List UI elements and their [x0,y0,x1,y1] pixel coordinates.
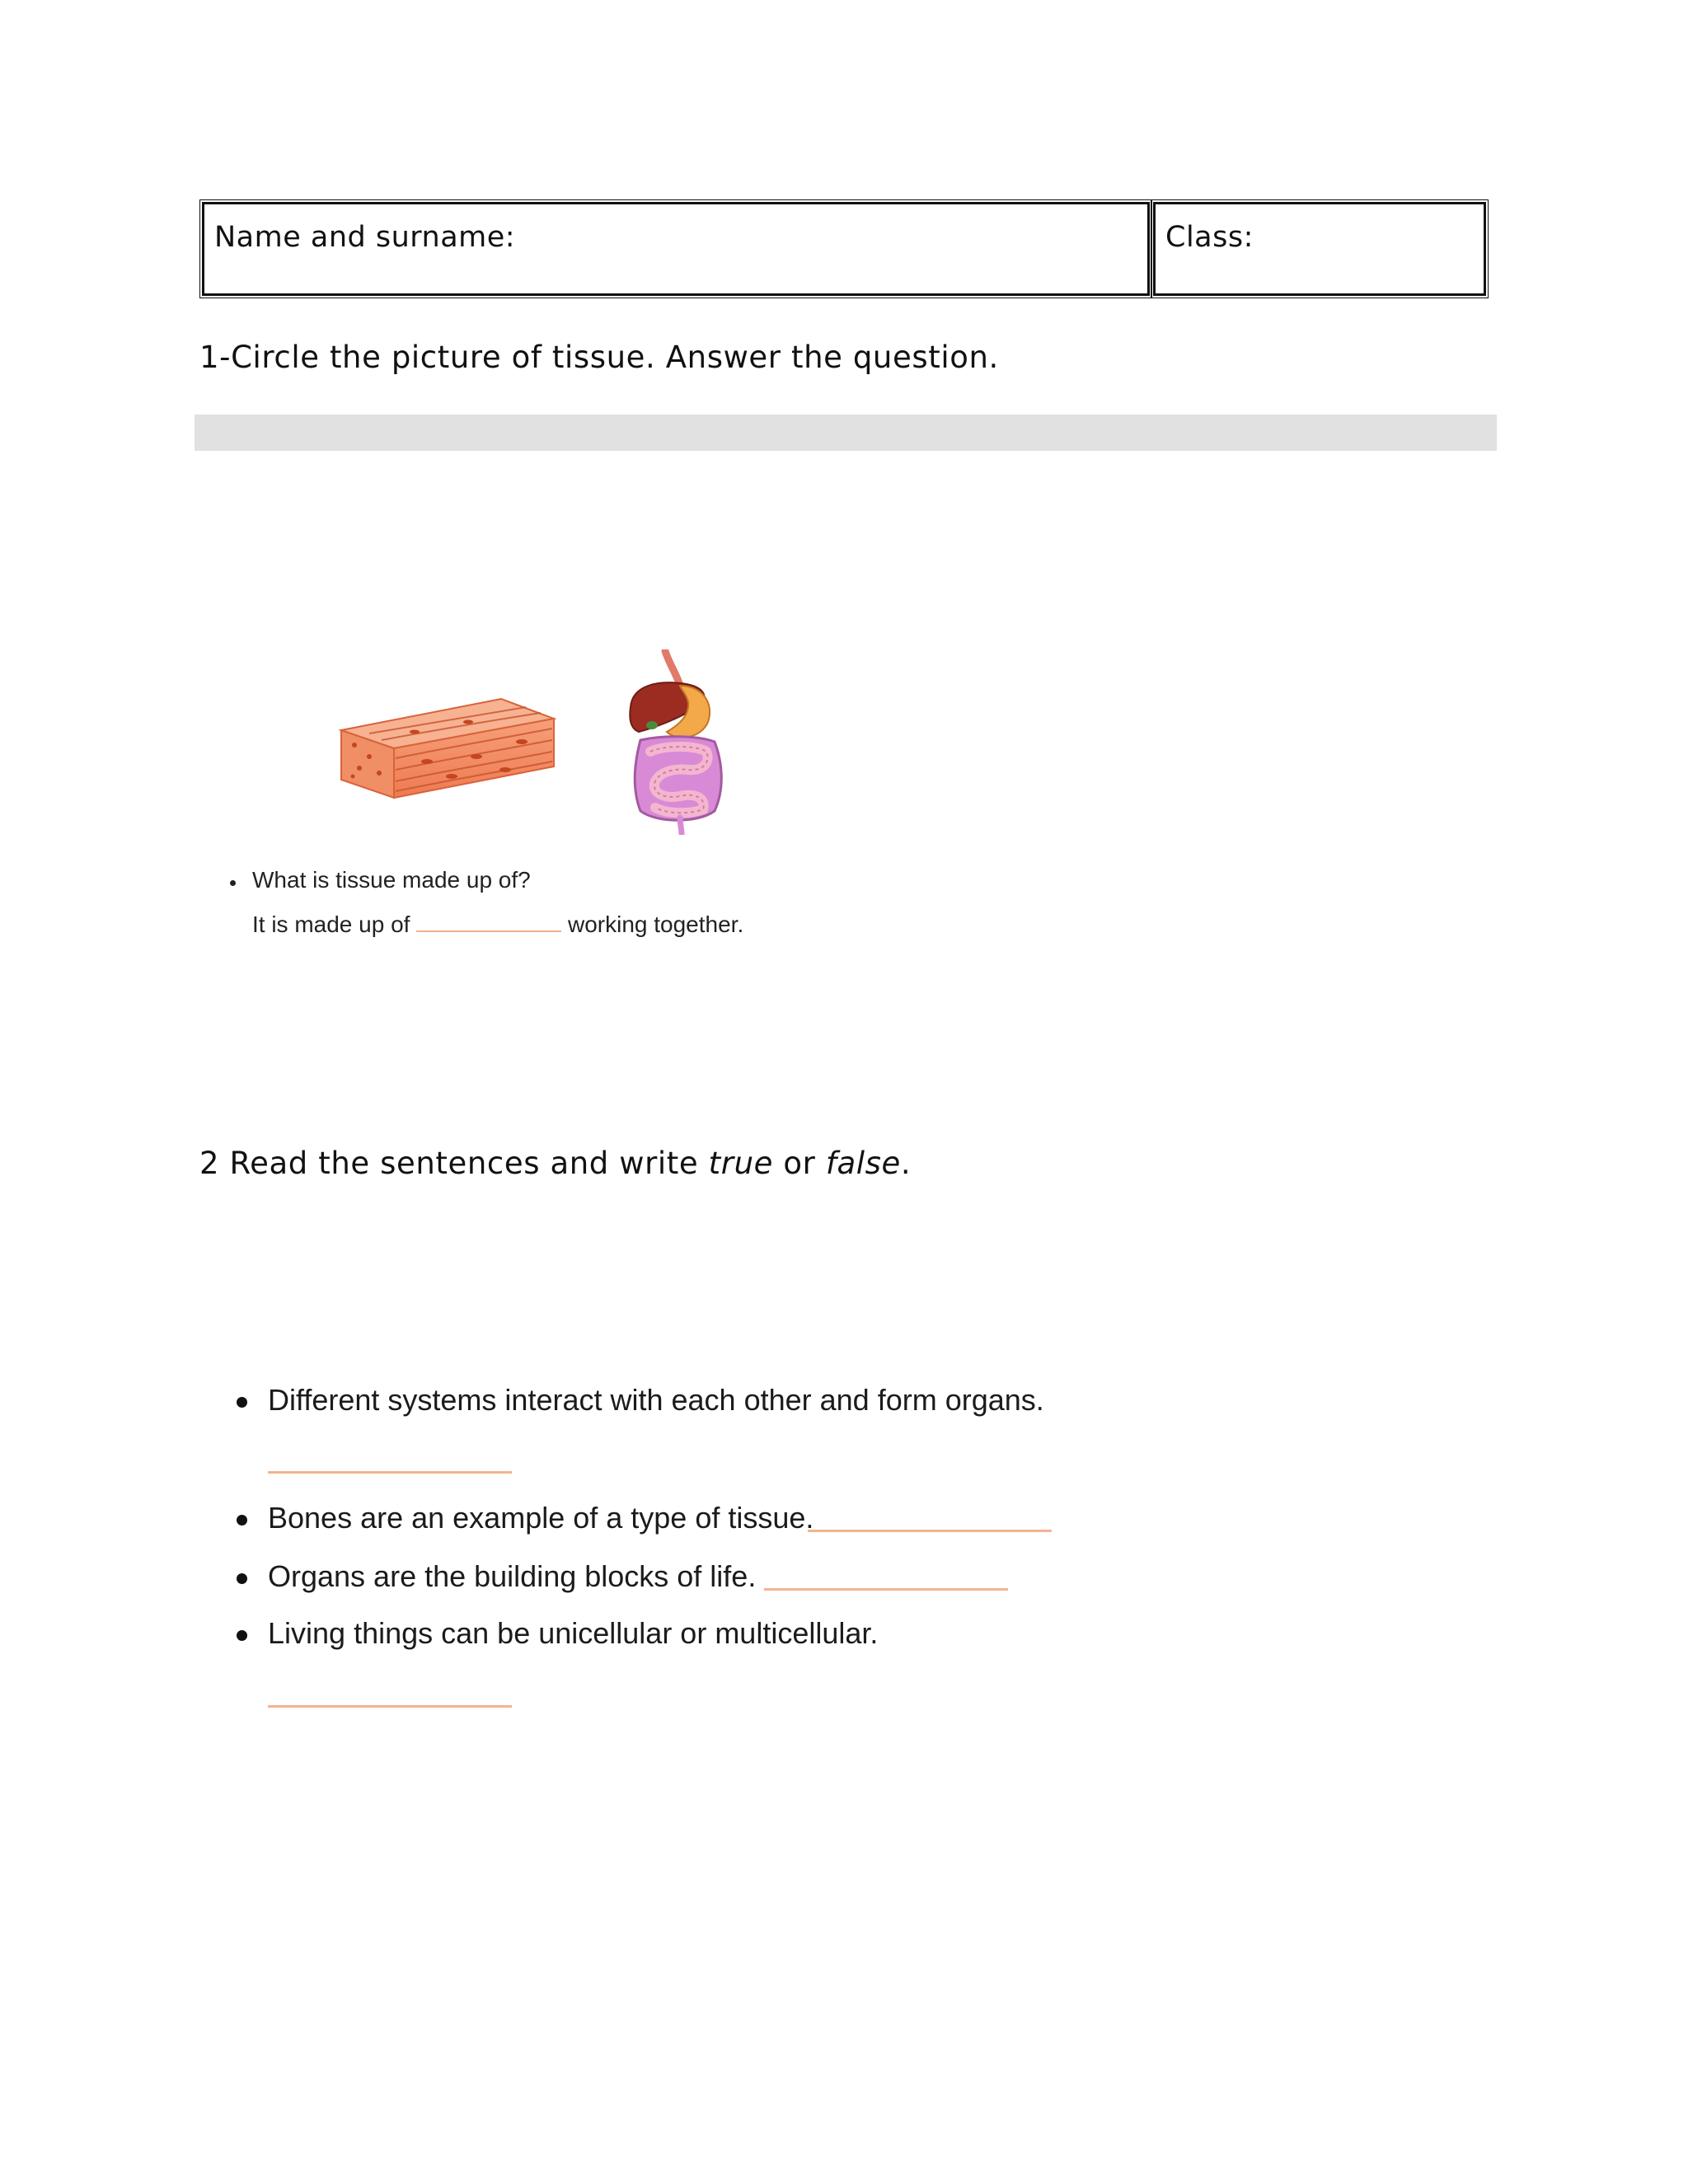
question-1-question: What is tissue made up of? [252,867,531,893]
question-1-answer-line [252,912,743,938]
answer-suffix: working together. [568,912,744,937]
sentence-2-bullet [237,1515,247,1526]
class-label: Class: [1165,221,1254,254]
digestive-organs-illustration[interactable] [622,649,738,835]
grey-band-divider [195,415,1497,451]
muscle-tissue-illustration[interactable] [336,691,559,806]
sentence-2-answer-blank[interactable] [808,1530,1052,1532]
answer-prefix: It is made up of [252,912,410,937]
question-2-title: 2 Read the sentences and write true or false. [199,1146,912,1181]
sentence-4-answer-blank[interactable] [268,1705,512,1708]
sentence-1: Different systems interact with each other and form organs. [268,1383,1044,1417]
word-true: true [708,1146,773,1181]
sentence-3-bullet [237,1573,247,1584]
class-field[interactable] [1153,202,1486,296]
sentence-4: Living things can be unicellular or multicellular. [268,1616,879,1650]
answer-blank[interactable] [416,930,561,932]
sentence-3: Organs are the building blocks of life. [268,1559,757,1593]
header-table [202,202,1489,301]
sentence-2: Bones are an example of a type of tissue. [268,1501,814,1535]
sentence-1-answer-blank[interactable] [268,1471,512,1474]
name-surname-field[interactable] [202,202,1150,296]
sentence-4-bullet [237,1630,247,1641]
question-1-title: 1-Circle the picture of tissue. Answer the question. [199,340,999,375]
sentence-3-answer-blank[interactable] [764,1588,1008,1591]
sentence-1-bullet [237,1397,247,1408]
word-false: false [825,1146,901,1181]
question-1-bullet [230,880,236,886]
name-surname-label: Name and surname: [214,221,516,254]
